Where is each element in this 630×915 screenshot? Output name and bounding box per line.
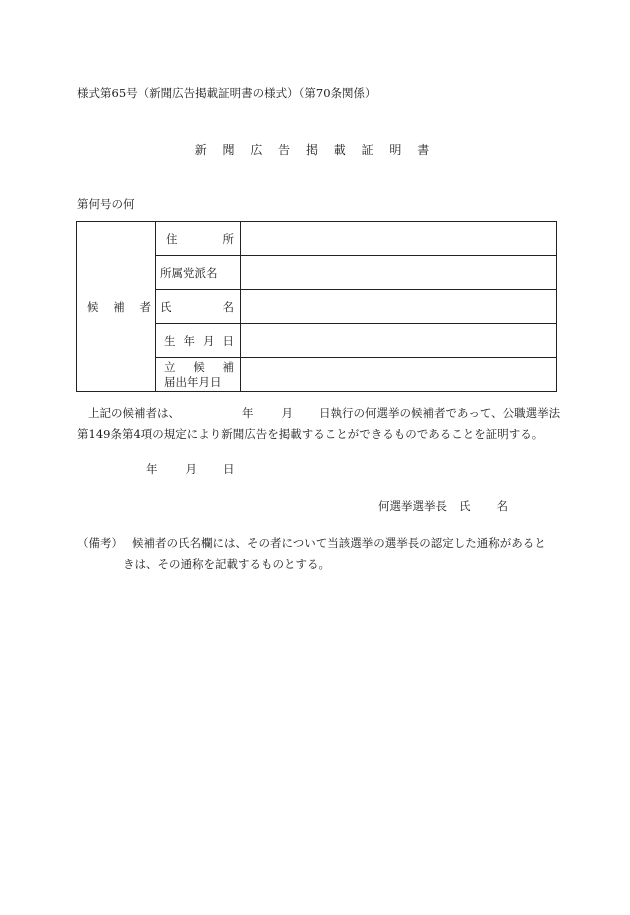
- party-field[interactable]: [241, 256, 557, 290]
- party-label: 所属党派名: [156, 256, 241, 290]
- group-label-char: 候: [87, 299, 99, 314]
- signature-line: 何選挙選挙長 氏 名: [378, 499, 508, 513]
- form-header: 様式第65号（新聞広告掲載証明書の様式）（第70条関係）: [77, 86, 377, 100]
- document-number: 第何号の何: [77, 197, 135, 211]
- name-label: 氏 名: [156, 290, 241, 324]
- birthdate-field[interactable]: [241, 324, 557, 358]
- birthdate-label: 生 年 月 日: [156, 324, 241, 358]
- table-row: [77, 222, 557, 256]
- group-label-char: 補: [113, 299, 125, 314]
- date-line: 年 月 日: [146, 462, 235, 476]
- name-field[interactable]: [241, 290, 557, 324]
- document-title: 新 聞 広 告 掲 載 証 明 書: [194, 143, 436, 157]
- candidate-table: [76, 221, 557, 392]
- filing-date-field[interactable]: [241, 358, 557, 392]
- candidate-group-label: [77, 222, 156, 392]
- remarks: （備考） 候補者の氏名欄には、その者について当該選挙の選挙長の認定した通称があると きは、その通称を記載するものとする。: [77, 536, 546, 571]
- remarks-label: （備考）: [77, 536, 123, 550]
- group-label-char: 者: [139, 299, 151, 314]
- address-label: 住 所: [156, 222, 241, 256]
- filing-date-label: 立 候 補 届出年月日: [156, 358, 241, 392]
- address-field[interactable]: [241, 222, 557, 256]
- certification-statement: 上記の候補者は、 年 月 日執行の何選挙の候補者であって、公職選挙法 第149条第4項の規定により新聞広告を掲載することができるものであることを証明する。: [77, 406, 561, 441]
